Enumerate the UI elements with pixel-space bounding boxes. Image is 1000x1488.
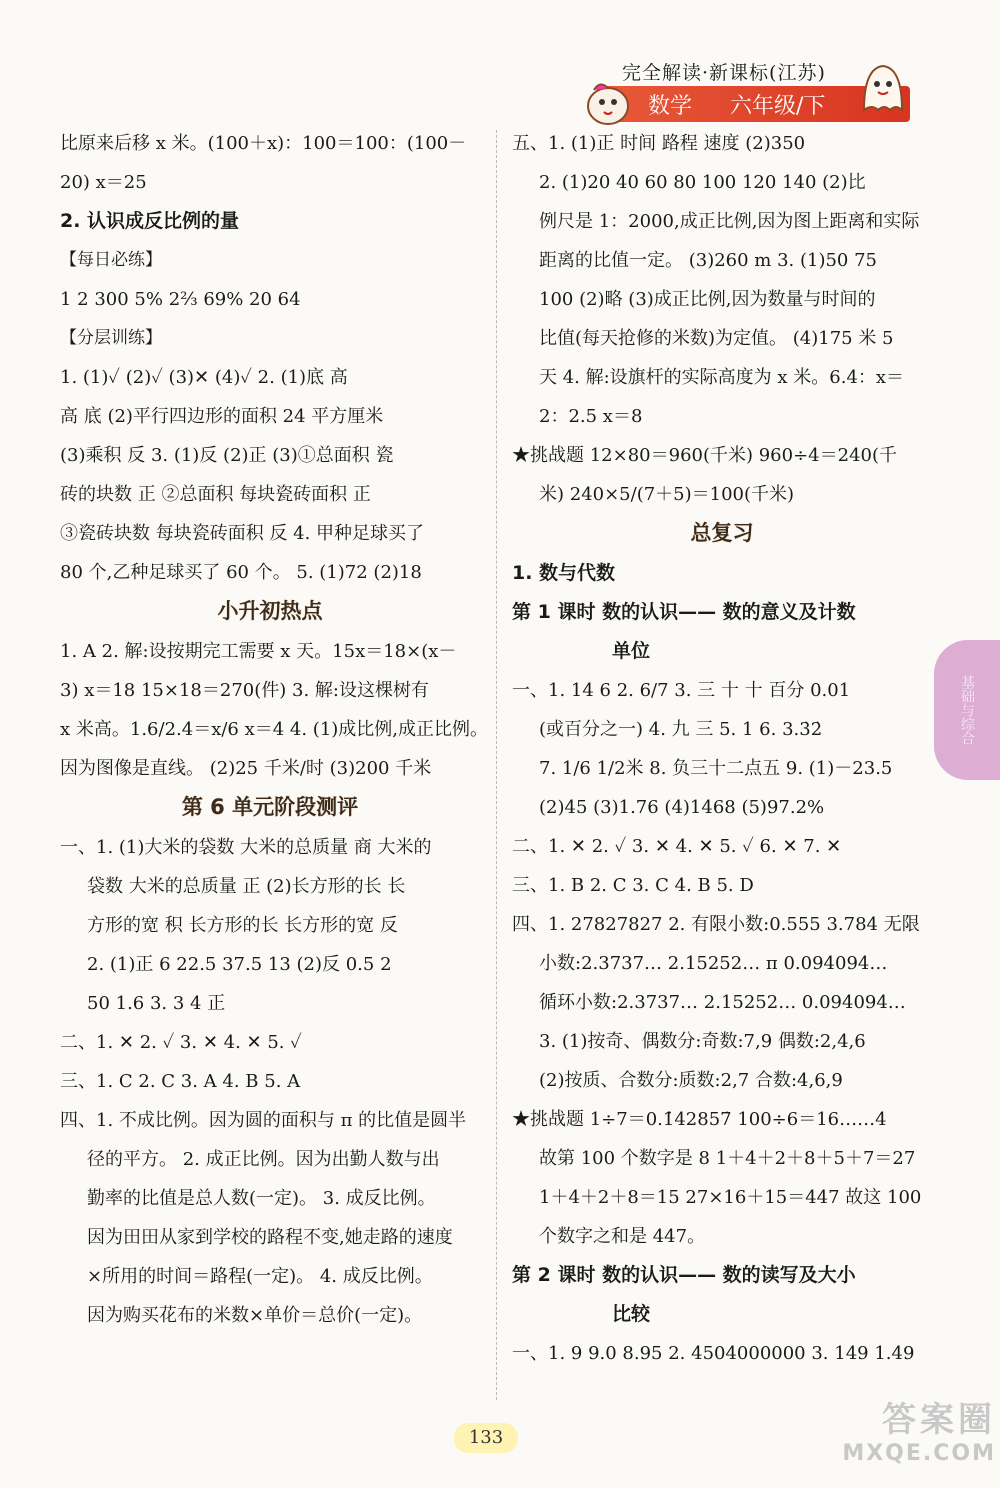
- watermark: [800, 1392, 996, 1482]
- answer-line: 二、1. ✕ 2. ✓ 3. ✕ 4. ✕ 5. ✓ 6. ✕ 7. ✕: [512, 836, 842, 857]
- answer-line: 五、1. (1)正 时间 路程 速度 (2)350: [512, 133, 806, 154]
- answer-line: 高 底 (2)平行四边形的面积 24 平方厘米: [60, 406, 384, 427]
- answer-line: 距离的比值一定。 (3)260 m 3. (1)50 75: [539, 250, 878, 271]
- lesson-heading: 2. 认识成反比例的量: [60, 210, 240, 232]
- answer-line: 因为图像是直线。 (2)25 千米/时 (3)200 千米: [60, 758, 432, 779]
- column-divider: [496, 130, 497, 1400]
- answer-line: 四、1. 27827827 2. 有限小数:0.555 3.784 无限: [512, 914, 920, 935]
- answer-line: 砖的块数 正 ②总面积 每块瓷砖面积 正: [60, 484, 371, 505]
- answer-line: 袋数 大米的总质量 正 (2)长方形的长 长: [87, 876, 406, 897]
- answer-line: 1 2 300 5% 2²⁄₃ 69% 20 64: [60, 289, 301, 310]
- challenge-line: 故第 100 个数字是 8 1＋4＋2＋8＋5＋7＝27: [539, 1148, 916, 1169]
- book-series-title: 完全解读·新课标(江苏): [622, 62, 826, 84]
- watermark-logo: 答案圈: [882, 1400, 996, 1440]
- lesson-heading: 比较: [612, 1303, 651, 1325]
- lesson-heading: 第 1 课时 数的认识—— 数的意义及计数: [512, 601, 856, 623]
- watermark-url: MXQE.COM: [842, 1441, 996, 1466]
- answer-line: 3. (1)按奇、偶数分:奇数:7,9 偶数:2,4,6: [539, 1031, 866, 1052]
- answer-line: 小数:2.3737… 2.15252… π 0.094094…: [539, 953, 888, 974]
- right-column: [512, 124, 932, 1373]
- left-column: [60, 124, 489, 1335]
- answer-line: 三、1. C 2. C 3. A 4. B 5. A: [60, 1071, 301, 1092]
- section-title: 第 6 单元阶段测评: [181, 795, 359, 819]
- answer-line: 一、1. (1)大米的袋数 大米的总质量 商 大米的: [60, 837, 432, 858]
- answer-line: 四、1. 不成比例。因为圆的面积与 π 的比值是圆半: [60, 1110, 467, 1131]
- subject-label: 数学: [648, 93, 693, 119]
- answer-line: (3)乘积 反 3. (1)反 (2)正 (3)①总面积 瓷: [60, 445, 394, 466]
- answer-line: 比值(每天抢修的米数)为定值。 (4)175 米 5: [539, 328, 894, 349]
- answer-line: 1. (1)✓ (2)✓ (3)✕ (4)✓ 2. (1)底 高: [60, 367, 348, 388]
- grade-label: 六年级/下: [730, 93, 826, 119]
- answer-line: 2. (1)正 6 22.5 37.5 13 (2)反 0.5 2: [87, 954, 392, 975]
- answer-line: 一、1. 9 9.0 8.95 2. 4504000000 3. 149 1.49: [512, 1343, 915, 1364]
- answer-line: 2. (1)20 40 60 80 100 120 140 (2)比: [539, 172, 866, 193]
- lesson-heading: 第 2 课时 数的认识—— 数的读写及大小: [512, 1264, 856, 1286]
- answer-line: 1. A 2. 解:设按期完工需要 x 天。15x＝18×(x－: [60, 641, 457, 662]
- answer-line: 一、1. 14 6 2. 6/7 3. 三 十 十 百分 0.01: [512, 680, 851, 701]
- lesson-heading: 单位: [612, 640, 651, 662]
- answer-line: 2：2.5 x＝8: [539, 406, 643, 427]
- challenge-line: ★挑战题 12×80＝960(千米) 960÷4＝240(千: [512, 445, 898, 466]
- answer-line: (或百分之一) 4. 九 三 5. 1 6. 3.3̇2̇: [539, 719, 823, 740]
- answer-line: 7. 1/6 1/2米 8. 负三十二点五 9. (1)－23.5: [539, 758, 893, 779]
- challenge-line: 个数字之和是 447。: [539, 1226, 706, 1247]
- challenge-line: ★挑战题 1÷7＝0.1̇42857̇ 100÷6＝16……4: [512, 1109, 887, 1130]
- answer-line: 勤率的比值是总人数(一定)。 3. 成反比例。: [87, 1188, 436, 1209]
- answer-line: ×所用的时间＝路程(一定)。 4. 成反比例。: [87, 1266, 433, 1287]
- section-label: 【分层训练】: [60, 328, 162, 348]
- answer-line: 80 个,乙种足球买了 60 个。 5. (1)72 (2)18: [60, 562, 422, 583]
- section-title: 小升初热点: [217, 599, 323, 623]
- section-label: 【每日必练】: [60, 250, 162, 270]
- challenge-line: 1＋4＋2＋8＝15 27×16＋15＝447 故这 100: [539, 1187, 922, 1208]
- chapter-side-tab: 基础与综合: [934, 640, 1000, 780]
- answer-line: 天 4. 解:设旗杆的实际高度为 x 米。6.4：x＝: [539, 367, 905, 388]
- answer-line: 100 (2)略 (3)成正比例,因为数量与时间的: [539, 289, 876, 310]
- challenge-line: 米) 240×5/(7＋5)＝100(千米): [539, 484, 795, 505]
- lesson-heading: 1. 数与代数: [512, 562, 616, 584]
- answer-line: 因为购买花布的米数×单价＝总价(一定)。: [87, 1305, 423, 1326]
- section-title: 总复习: [690, 521, 754, 545]
- answer-line: 循环小数:2.3737… 2.15252… 0.094094…: [539, 992, 906, 1013]
- answer-line: 例尺是 1：2000,成正比例,因为图上距离和实际: [539, 211, 920, 232]
- answer-line: (2)45 (3)1.76 (4)1468 (5)97.2%: [539, 797, 825, 818]
- answer-line: 径的平方。 2. 成正比例。因为出勤人数与出: [87, 1149, 440, 1170]
- page-number: 133: [454, 1423, 518, 1453]
- answer-line: 因为田田从家到学校的路程不变,她走路的速度: [87, 1227, 453, 1248]
- answer-line: x 米高。1.6/2.4＝x/6 x＝4 4. (1)成比例,成正比例。: [60, 719, 489, 740]
- answer-line: ③瓷砖块数 每块瓷砖面积 反 4. 甲种足球买了: [60, 523, 425, 544]
- answer-line: 20) x＝25: [60, 172, 147, 193]
- answer-line: 比原来后移 x 米。(100＋x)：100＝100：(100－: [60, 133, 467, 154]
- answer-line: (2)按质、合数分:质数:2,7 合数:4,6,9: [539, 1070, 843, 1091]
- ghost-mascot-icon: [858, 60, 908, 120]
- answer-line: 三、1. B 2. C 3. C 4. B 5. D: [512, 875, 754, 896]
- answer-line: 50 1.6 3. 3 4 正: [87, 993, 226, 1014]
- answer-line: 3) x＝18 15×18＝270(件) 3. 解:设这棵树有: [60, 680, 429, 701]
- answer-line: 方形的宽 积 长方形的长 长方形的宽 反: [87, 915, 398, 936]
- answer-line: 二、1. ✕ 2. ✓ 3. ✕ 4. ✕ 5. ✓: [60, 1032, 302, 1053]
